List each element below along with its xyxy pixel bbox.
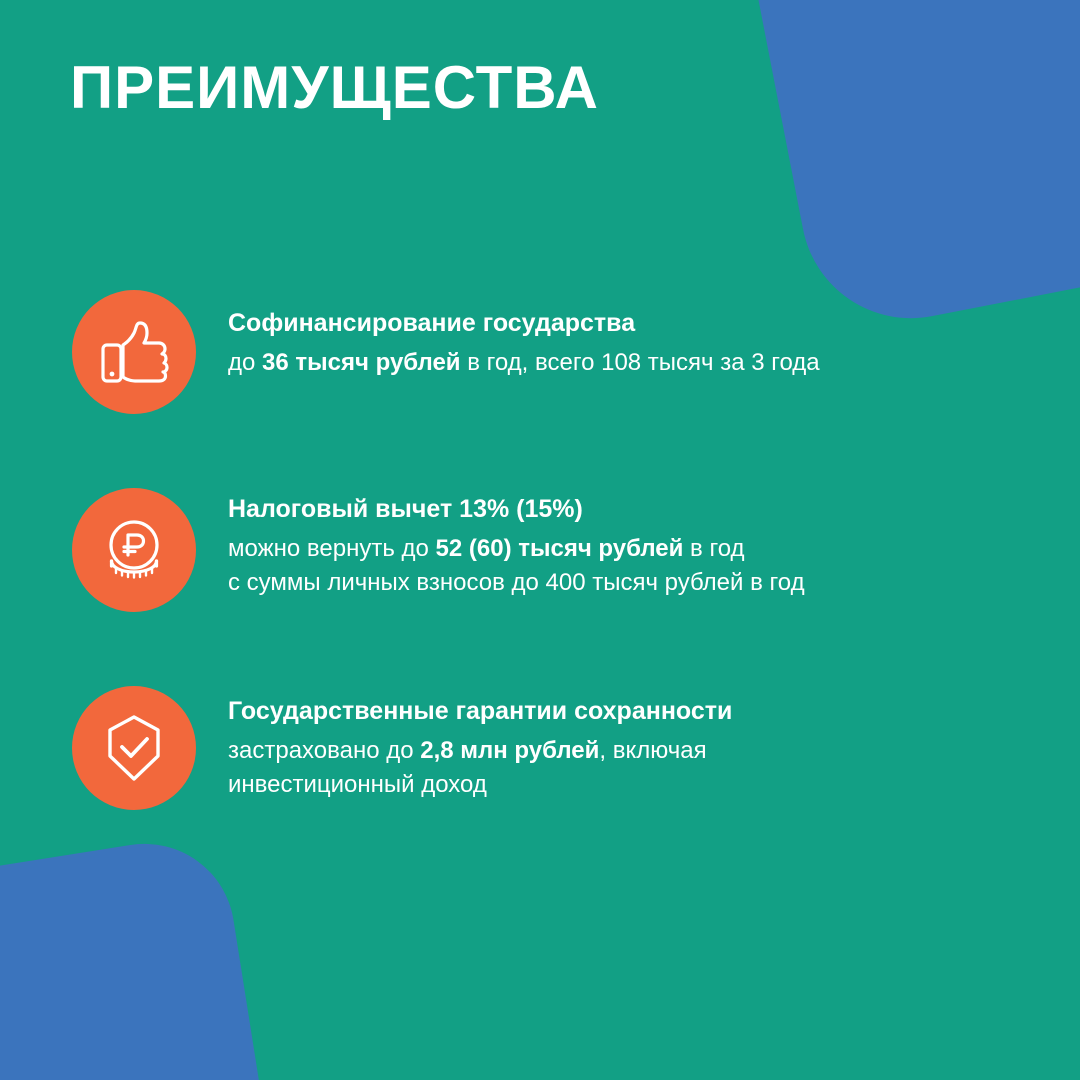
benefit-title: Налоговый вычет 13% (15%)	[228, 495, 583, 523]
shield-check-icon	[72, 686, 196, 810]
decorative-shape-bottom-left	[0, 831, 276, 1080]
benefit-description: до 36 тысяч рублей в год, всего 108 тысяч за 3 года	[228, 349, 820, 377]
benefit-title: Софинансирование государства	[228, 309, 636, 337]
benefit-text	[228, 290, 820, 380]
benefit-text	[228, 686, 732, 802]
ruble-coin-icon	[72, 488, 196, 612]
benefit-text	[228, 488, 805, 600]
list-item	[72, 686, 1020, 810]
benefit-title: Государственные гарантии сохранности	[228, 697, 733, 725]
page-title: ПРЕИМУЩЕСТВА	[70, 54, 599, 121]
list-item	[72, 488, 1020, 612]
list-item	[72, 290, 1020, 414]
benefits-list	[72, 290, 1020, 810]
benefit-description: застраховано до 2,8 млн рублей, включая инвестиционный доход	[228, 737, 707, 799]
thumbs-up-icon	[72, 290, 196, 414]
decorative-shape-top-right	[744, 0, 1080, 337]
benefit-description: можно вернуть до 52 (60) тысяч рублей в год с суммы личных взносов до 400 тысяч рублей в год	[228, 535, 805, 597]
